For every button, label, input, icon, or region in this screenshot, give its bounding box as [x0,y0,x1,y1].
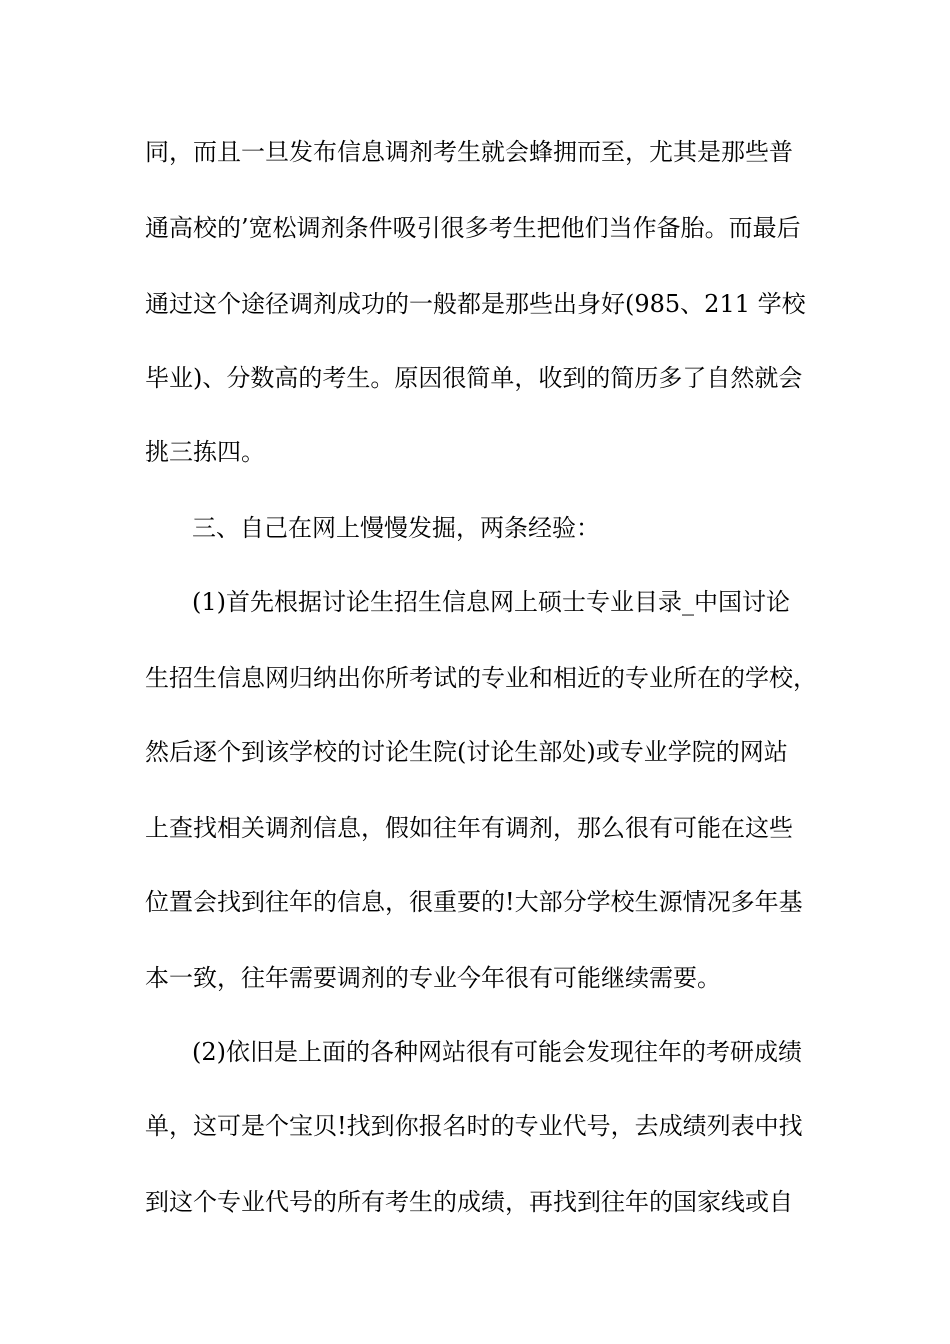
text-line-2: 通高校的’宽松调剂条件吸引很多考生把他们当作备胎。而最后 [145,214,801,242]
text-line-11: 位置会找到往年的信息，很重要的!大部分学校生源情况多年基 [145,888,803,916]
section-heading-three: 三、自己在网上慢慢发掘，两条经验： [192,514,600,542]
text-line-3: 通过这个途径调剂成功的一般都是那些出身好(985、211 学校 [145,290,806,318]
text-line-15: 到这个专业代号的所有考生的成绩，再找到往年的国家线或自 [145,1188,793,1216]
text-line-14: 单，这可是个宝贝!找到你报名时的专业代号，去成绩列表中找 [145,1112,803,1140]
text-line-5: 挑三拣四。 [145,438,265,466]
text-line-1: 同，而且一旦发布信息调剂考生就会蜂拥而至，尤其是那些普 [145,138,793,166]
text-line-13: (2)依旧是上面的各种网站很有可能会发现往年的考研成绩 [192,1038,802,1066]
text-line-10: 上查找相关调剂信息，假如往年有调剂，那么很有可能在这些 [145,814,793,842]
text-line-4: 毕业)、分数高的考生。原因很简单，收到的简历多了自然就会 [145,364,803,392]
text-line-8: 生招生信息网归纳出你所考试的专业和相近的专业所在的学校， [145,664,817,692]
text-line-7: (1)首先根据讨论生招生信息网上硕士专业目录_中国讨论 [192,588,790,616]
text-line-12: 本一致，往年需要调剂的专业今年很有可能继续需要。 [145,964,721,992]
text-line-9: 然后逐个到该学校的讨论生院(讨论生部处)或专业学院的网站 [145,738,788,766]
